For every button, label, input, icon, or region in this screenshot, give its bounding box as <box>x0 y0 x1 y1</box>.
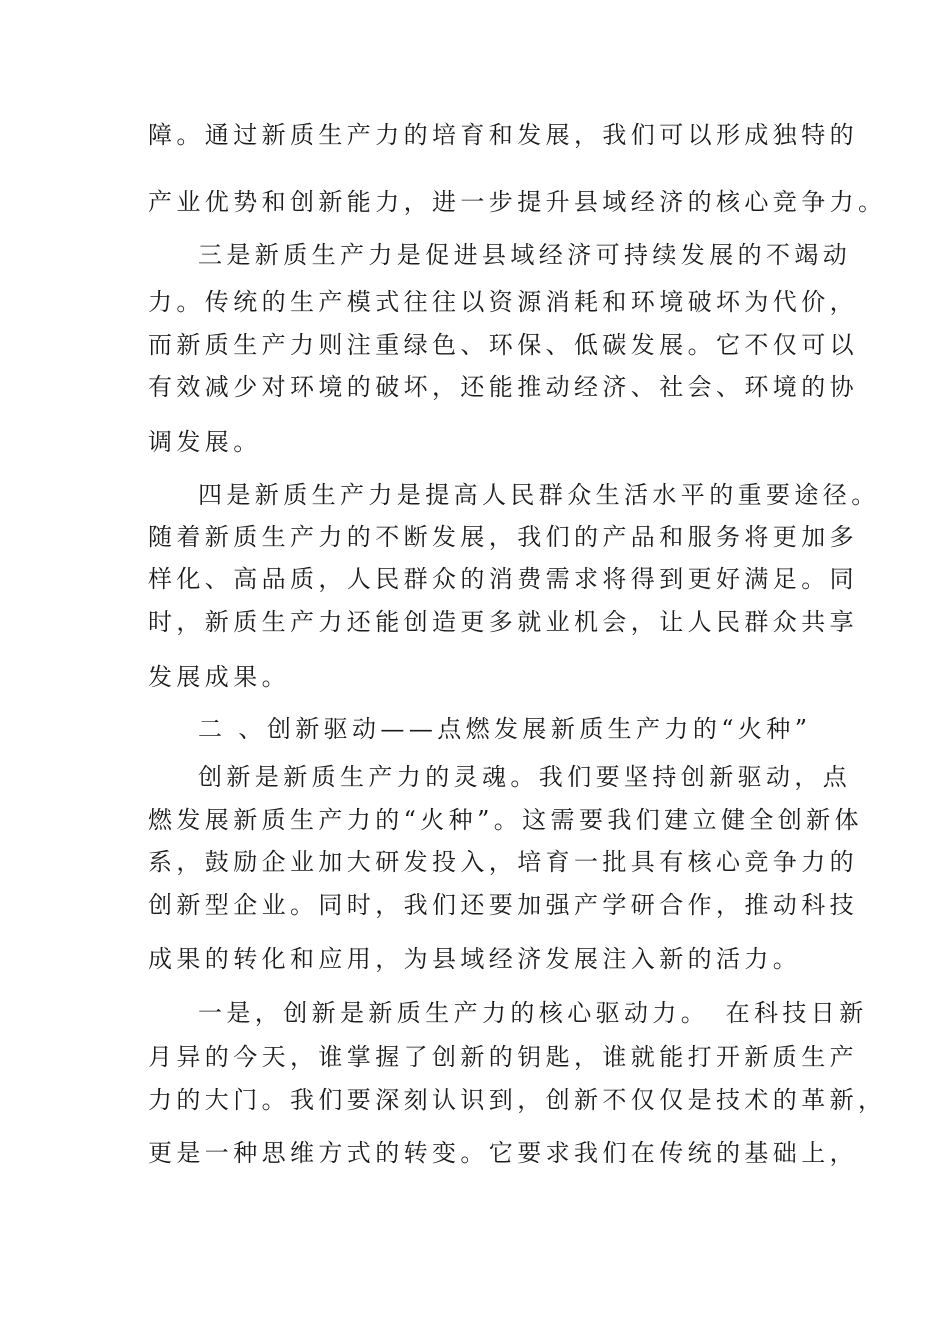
section-heading: 二 、创新驱动——点燃发展新质生产力的“火种” <box>198 715 812 743</box>
text-line-18: 成果的转化和应用，为县域经济发展注入新的活力。 <box>148 945 802 973</box>
text-line-20: 月异的今天，谁掌握了创新的钥匙，谁就能打开新质生产 <box>148 1043 858 1071</box>
text-line-21: 力的大门。我们要深刻认识到，创新不仅仅是技术的革新， <box>148 1086 887 1114</box>
text-line-15: 燃发展新质生产力的“火种”。这需要我们建立健全创新体 <box>148 806 863 834</box>
text-line-2: 产业优势和创新能力，进一步提升县域经济的核心竞争力。 <box>148 188 887 216</box>
paragraph-4-start: 四是新质生产力是提高人民群众生活水平的重要途径。 <box>198 481 880 509</box>
paragraph-3-start: 三是新质生产力是促进县域经济可持续发展的不竭动 <box>198 241 852 269</box>
text-line-16: 系，鼓励企业加大研发投入，培育一批具有核心竞争力的 <box>148 848 858 876</box>
text-line-6: 有效减少对环境的破坏，还能推动经济、社会、环境的协 <box>148 373 858 401</box>
paragraph-6-start: 创新是新质生产力的灵魂。我们要坚持创新驱动，点 <box>198 763 852 791</box>
text-line-1: 障。通过新质生产力的培育和发展，我们可以形成独特的 <box>148 121 858 149</box>
text-line-5: 而新质生产力则注重绿色、环保、低碳发展。它不仅可以 <box>148 331 858 359</box>
text-line-22: 更是一种思维方式的转变。它要求我们在传统的基础上， <box>148 1139 858 1167</box>
text-line-10: 样化、高品质，人民群众的消费需求将得到更好满足。同 <box>148 565 858 593</box>
paragraph-7-start: 一是，创新是新质生产力的核心驱动力。 在科技日新 <box>198 999 868 1027</box>
text-line-7: 调发展。 <box>148 428 262 456</box>
text-line-11: 时，新质生产力还能创造更多就业机会，让人民群众共享 <box>148 608 858 636</box>
text-line-4: 力。传统的生产模式往往以资源消耗和环境破坏为代价， <box>148 288 858 316</box>
text-line-17: 创新型企业。同时，我们还要加强产学研合作，推动科技 <box>148 891 858 919</box>
text-line-9: 随着新质生产力的不断发展，我们的产品和服务将更加多 <box>148 523 858 551</box>
text-line-12: 发展成果。 <box>148 663 290 691</box>
